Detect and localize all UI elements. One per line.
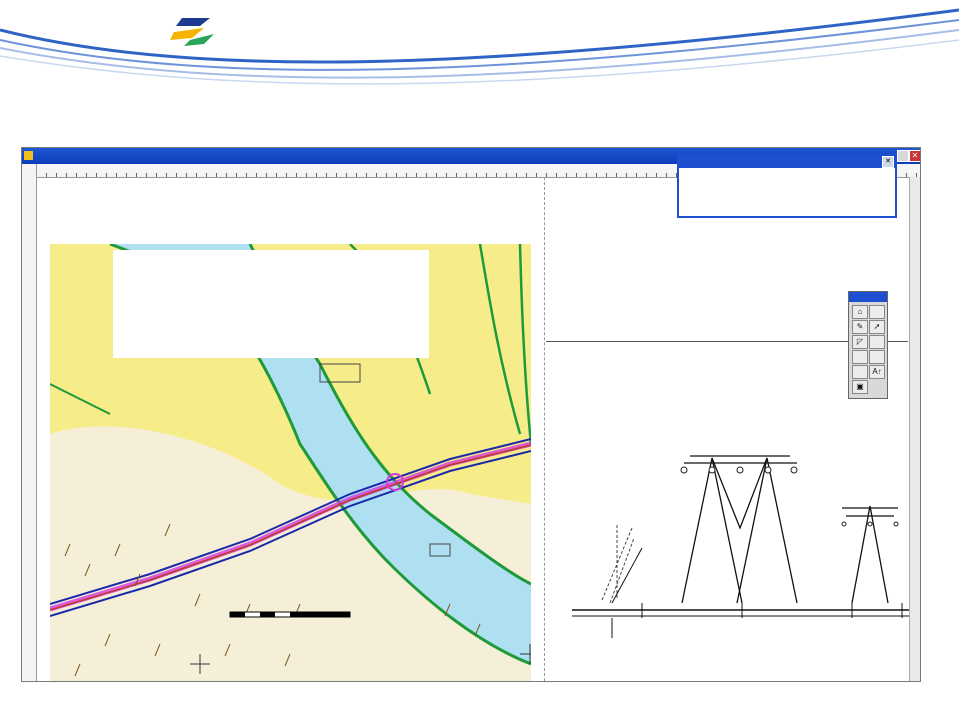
window-minimize-button[interactable] [897, 150, 909, 162]
app-icon [24, 151, 33, 160]
tyokohde-info-window [677, 154, 897, 218]
fingrid-logo-icon [170, 14, 220, 48]
piirto-tool-text-a[interactable] [852, 365, 868, 379]
print-preview-window [21, 147, 921, 682]
piirto-tool-y[interactable] [869, 350, 885, 364]
window-close-button[interactable]: ✕ [909, 150, 921, 162]
piirto-tool-image-icon[interactable]: ▣ [852, 380, 868, 394]
header-swoosh-graphic [0, 0, 959, 90]
piirto-tool-r[interactable] [869, 335, 885, 349]
piirto-toolbox [848, 291, 888, 399]
vertical-ruler [22, 164, 37, 681]
page-separator [544, 177, 546, 681]
piirto-tool-text-size-icon[interactable]: A↑ [869, 365, 885, 379]
line-cross-section-diagram [572, 388, 909, 638]
piirto-tool-pencil-icon[interactable]: ✎ [852, 320, 868, 334]
slide-overlay-box [113, 250, 429, 358]
piirto-tool-arrow-icon[interactable]: ➚ [869, 320, 885, 334]
tyokohde-info-titlebar [679, 156, 895, 168]
piirto-tool-house[interactable]: ⌂ [852, 305, 868, 319]
tyokohde-info-close-button[interactable]: ✕ [882, 156, 894, 168]
piirto-tool-e[interactable] [869, 305, 885, 319]
vertical-scrollbar[interactable] [909, 177, 921, 681]
piirto-tool-j[interactable] [852, 350, 868, 364]
piirto-tool-polygon-icon[interactable]: ◸ [852, 335, 868, 349]
piirto-titlebar [849, 292, 887, 302]
